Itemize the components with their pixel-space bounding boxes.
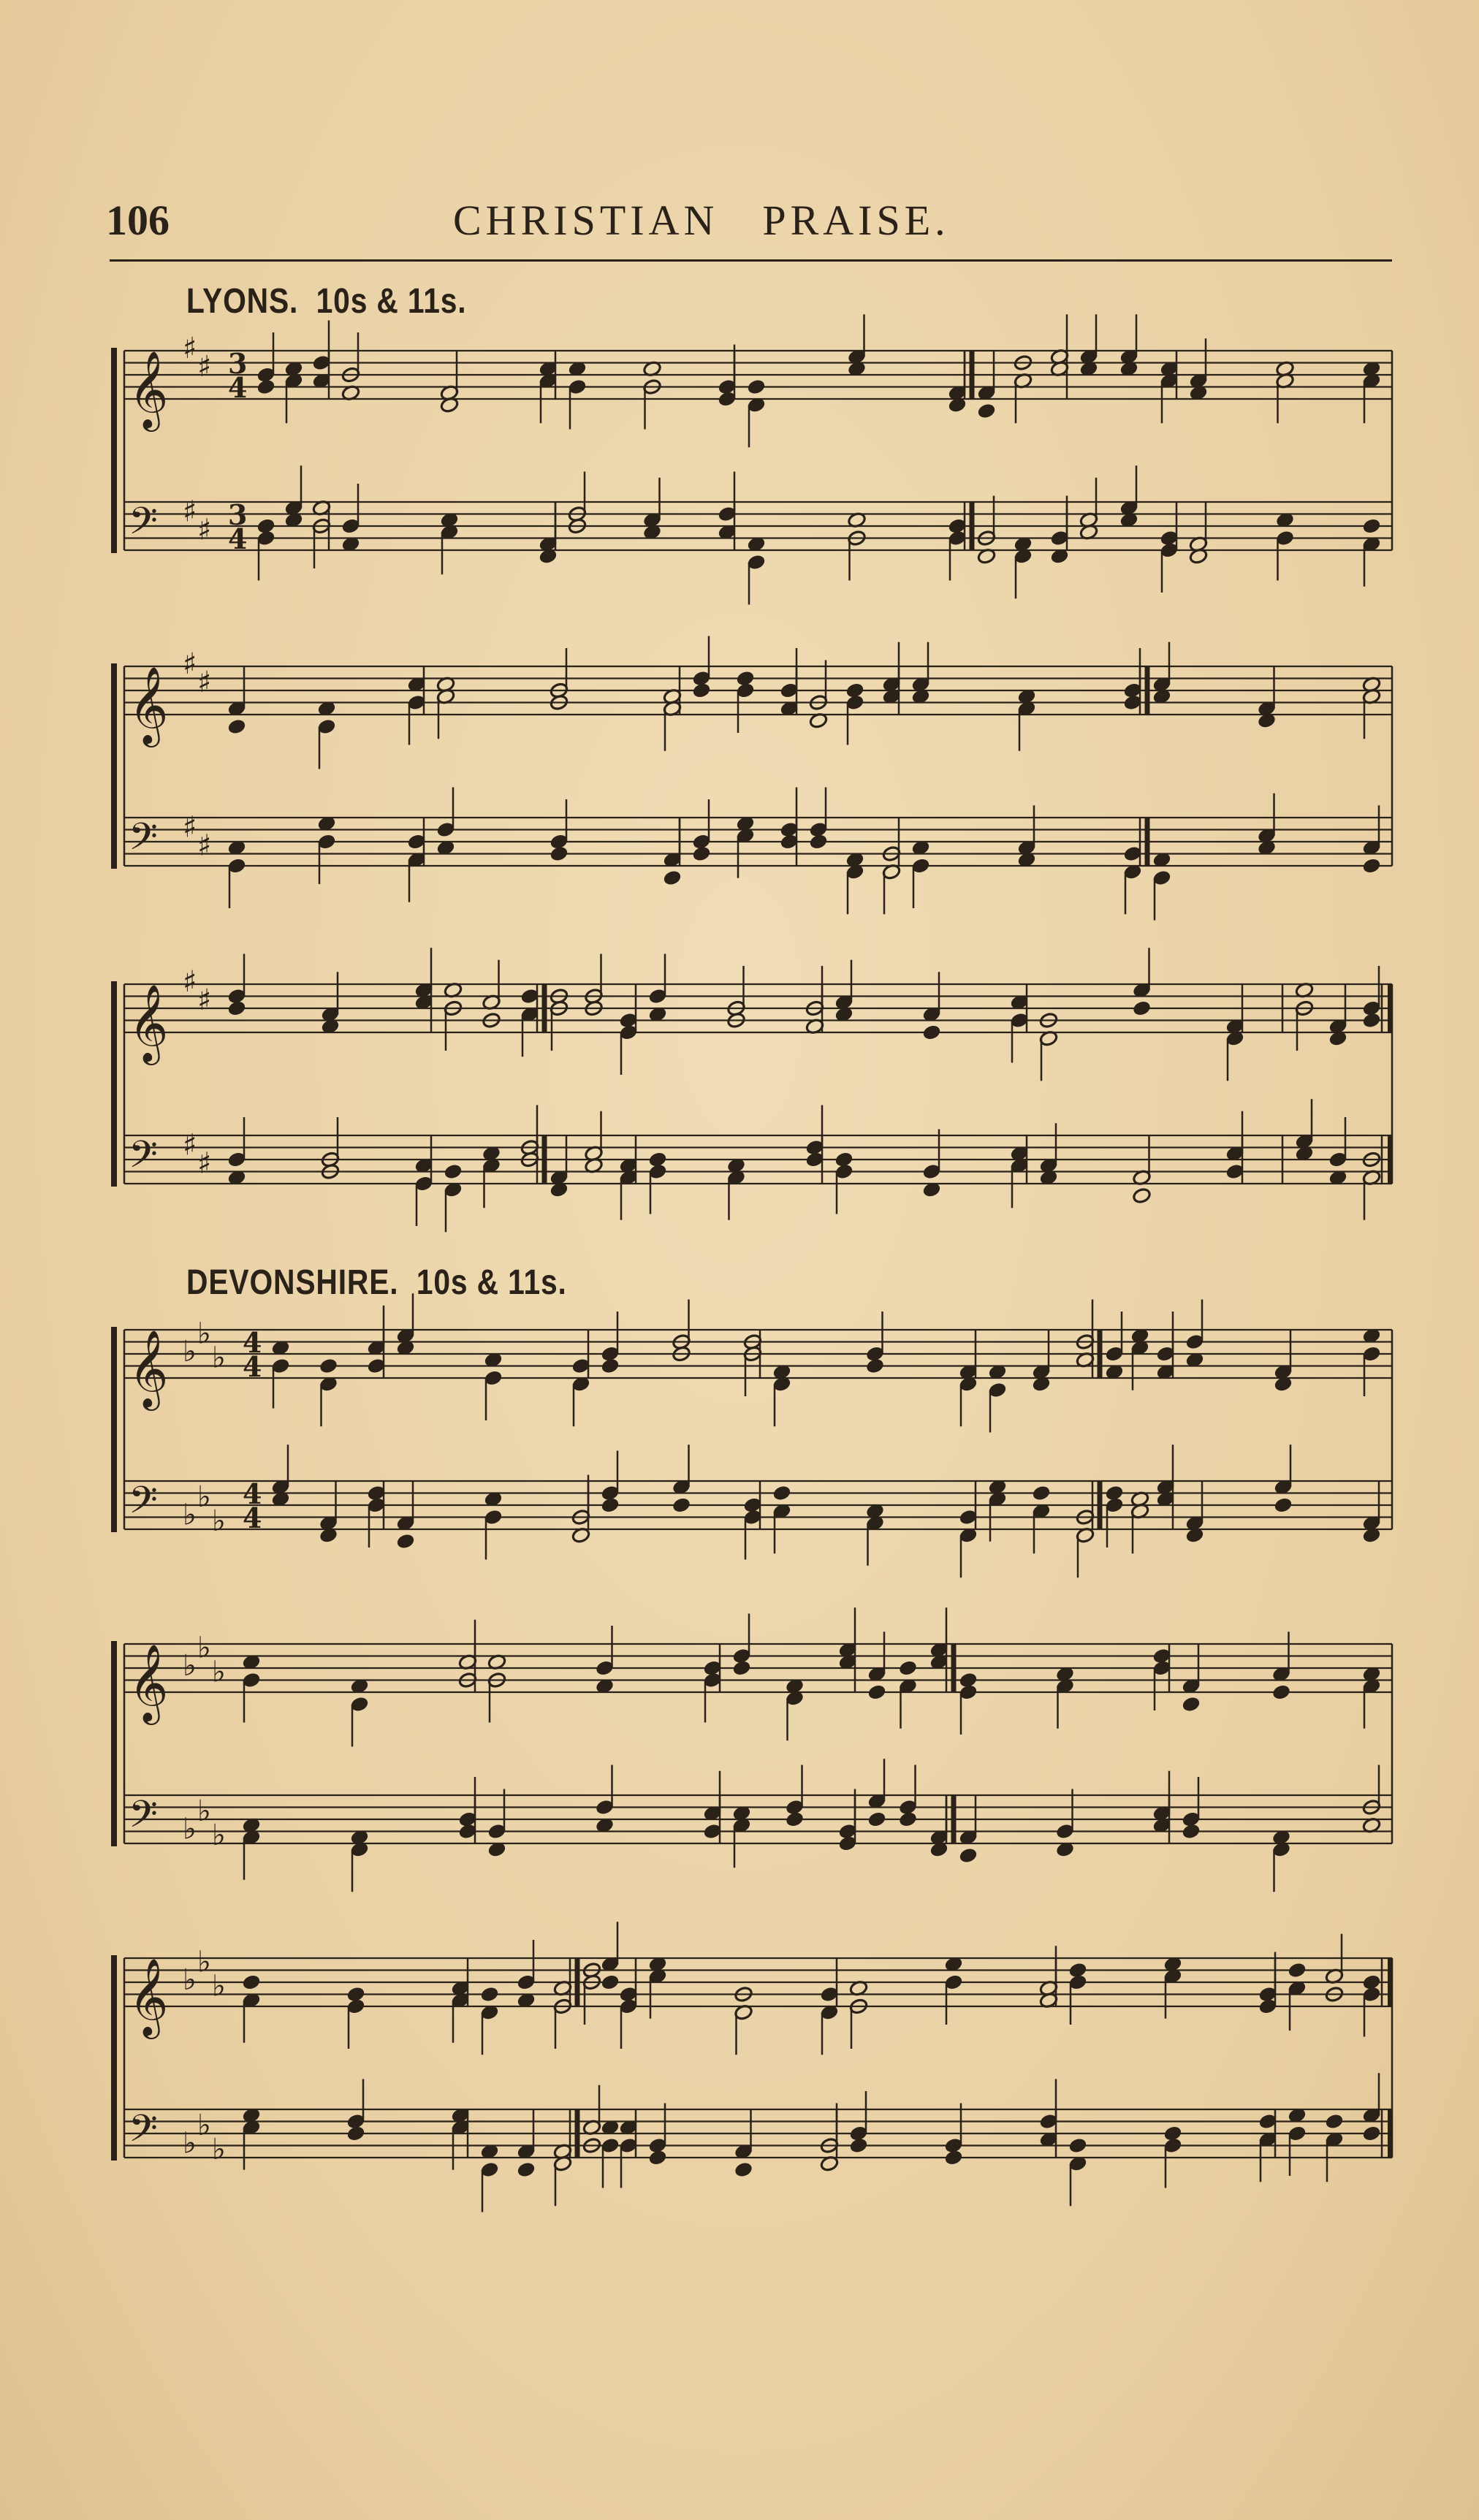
notehead	[1271, 1683, 1290, 1700]
page-number: 106	[106, 197, 170, 244]
sharp-icon: ♯	[183, 647, 197, 681]
time-signature-bottom: 4	[243, 1350, 262, 1383]
flat-icon: ♭	[183, 1649, 197, 1683]
sharp-icon: ♯	[197, 513, 212, 547]
notehead	[517, 2161, 536, 2178]
flat-icon: ♭	[212, 1504, 226, 1538]
final-barline	[1388, 1135, 1393, 1184]
sharp-icon: ♯	[183, 810, 197, 845]
notehead	[1362, 1012, 1381, 1029]
notehead	[1032, 1485, 1051, 1501]
sharp-icon: ♯	[183, 1128, 197, 1162]
notehead	[663, 869, 682, 886]
bass-clef-icon: 𝄢	[129, 1477, 158, 1531]
flat-icon: ♭	[183, 1335, 197, 1369]
notehead	[785, 1811, 804, 1827]
time-signature-bottom: 4	[228, 371, 248, 404]
notehead	[849, 2137, 868, 2154]
time-signature-top: 4	[243, 1326, 262, 1359]
notehead	[601, 1973, 620, 1990]
time-signature-top: 4	[243, 1477, 262, 1510]
bass-clef-icon: 𝄢	[129, 498, 158, 552]
bass-clef-icon: 𝄢	[129, 2106, 158, 2160]
treble-clef-icon: 𝄞	[129, 983, 169, 1062]
notehead	[898, 1811, 917, 1827]
notehead	[809, 833, 828, 850]
bass-clef-icon: 𝄢	[129, 1132, 158, 1186]
notehead	[922, 1024, 941, 1040]
flat-icon: ♭	[212, 1655, 226, 1689]
notehead	[227, 1000, 246, 1016]
tune-name: LYONS.	[186, 282, 299, 321]
sharp-icon: ♯	[197, 665, 212, 699]
sharp-icon: ♯	[197, 983, 212, 1017]
notehead	[396, 1533, 415, 1550]
notehead	[898, 1659, 917, 1676]
flat-icon: ♭	[197, 1480, 211, 1514]
notehead	[692, 845, 711, 862]
treble-clef-icon: 𝄞	[129, 666, 169, 744]
notehead	[867, 1683, 886, 1700]
flat-icon: ♭	[197, 1317, 211, 1351]
notehead	[444, 1163, 463, 1180]
system-devonshire-1-brace	[111, 1327, 117, 1532]
notehead	[1182, 1696, 1201, 1713]
notehead	[1274, 1496, 1293, 1513]
tune-meter: 10s & 11s.	[416, 1263, 567, 1302]
notehead	[734, 2161, 753, 2178]
bass-clef-icon: 𝄢	[129, 1792, 158, 1846]
treble-clef-icon: 𝄞	[129, 1329, 169, 1407]
notehead	[865, 1358, 884, 1374]
bass-clef-icon: 𝄢	[129, 814, 158, 868]
notehead	[1132, 1000, 1151, 1016]
system-devonshire-2-brace	[111, 1641, 117, 1846]
system-lyons-3-brace	[111, 981, 117, 1187]
sharp-icon: ♯	[197, 829, 212, 863]
flat-icon: ♭	[197, 1794, 211, 1828]
flat-icon: ♭	[183, 2126, 197, 2161]
notehead	[480, 1986, 499, 2003]
flat-icon: ♭	[197, 1945, 211, 1979]
notehead	[732, 1659, 751, 1676]
notehead	[256, 378, 275, 395]
tune-meter: 10s & 11s.	[316, 282, 467, 321]
notehead	[959, 1847, 978, 1864]
flat-icon: ♭	[197, 1631, 211, 1665]
flat-icon: ♭	[197, 2108, 211, 2142]
sharp-icon: ♯	[183, 495, 197, 529]
sharp-icon: ♯	[197, 1146, 212, 1181]
notehead	[977, 403, 996, 419]
notehead	[227, 718, 246, 735]
final-barline	[1388, 984, 1393, 1032]
flat-icon: ♭	[183, 1963, 197, 1997]
system-lyons-2-brace	[111, 663, 117, 869]
flat-icon: ♭	[183, 1812, 197, 1846]
notehead	[1325, 2113, 1344, 2130]
flat-icon: ♭	[183, 1498, 197, 1532]
notehead	[772, 1485, 791, 1501]
notehead	[550, 845, 569, 862]
notehead	[944, 2149, 963, 2166]
notehead	[1182, 1823, 1201, 1840]
final-barline	[1388, 1958, 1393, 2006]
treble-clef-icon: 𝄞	[129, 1643, 169, 1721]
notehead	[1288, 1962, 1307, 1979]
notehead	[601, 1496, 620, 1513]
notehead	[601, 1358, 620, 1374]
flat-icon: ♭	[212, 1969, 226, 2003]
system-devonshire-3-brace	[111, 1955, 117, 2161]
notehead	[242, 1973, 261, 1990]
running-title-word-1: CHRISTIAN	[453, 197, 719, 244]
notehead	[1068, 2137, 1087, 2154]
notehead	[1362, 517, 1381, 534]
notehead	[1362, 2125, 1381, 2142]
final-barline	[1388, 2109, 1393, 2158]
treble-clef-icon: 𝄞	[129, 350, 169, 428]
notehead	[319, 1358, 338, 1374]
flat-icon: ♭	[212, 2132, 226, 2166]
flat-icon: ♭	[212, 1341, 226, 1375]
running-title-word-2: PRAISE.	[762, 197, 950, 244]
notehead	[346, 2125, 365, 2142]
flat-icon: ♭	[212, 1818, 226, 1852]
treble-clef-icon: 𝄞	[129, 1957, 169, 2036]
notehead	[1362, 857, 1381, 874]
sharp-icon: ♯	[197, 349, 212, 384]
tune-name: DEVONSHIRE.	[186, 1263, 399, 1302]
notehead	[867, 1811, 886, 1827]
time-signature-top: 3	[228, 498, 248, 531]
time-signature-bottom: 4	[228, 522, 248, 555]
system-lyons-1-brace	[111, 348, 117, 553]
notehead	[747, 378, 766, 395]
time-signature-top: 3	[228, 347, 248, 380]
notehead	[1132, 1187, 1151, 1204]
sharp-icon: ♯	[183, 332, 197, 365]
sharp-icon: ♯	[183, 965, 197, 999]
time-signature-bottom: 4	[243, 1501, 262, 1534]
notehead	[692, 682, 711, 698]
notehead	[648, 2149, 667, 2166]
notehead	[672, 1496, 691, 1513]
